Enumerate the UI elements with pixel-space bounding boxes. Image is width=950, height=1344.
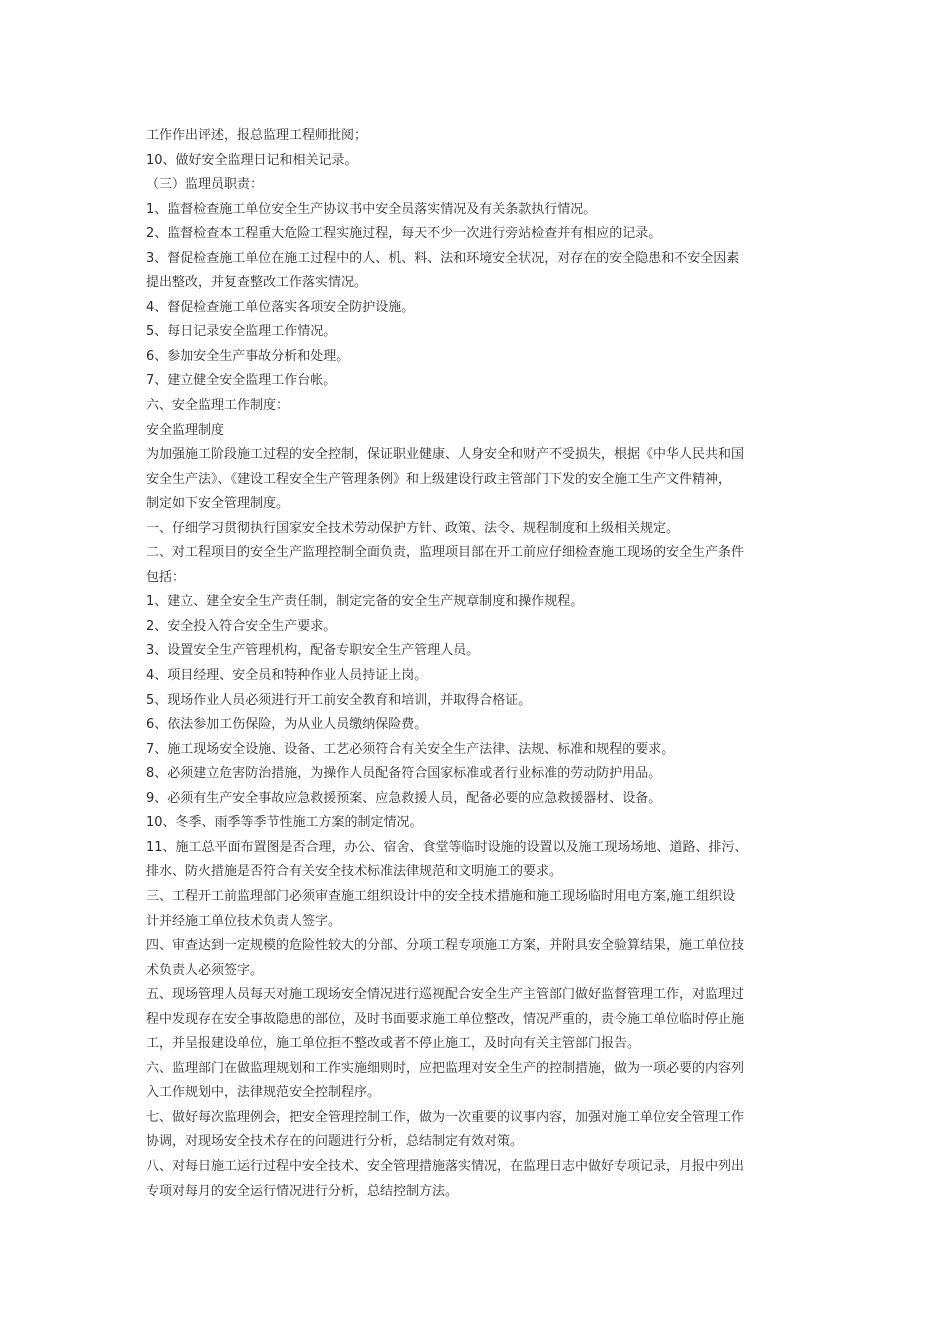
text-line: 3、督促检查施工单位在施工过程中的人、机、料、法和环境安全状况，对存在的安全隐患和不安全因素 bbox=[146, 250, 740, 266]
text-line: 5、每日记录安全监理工作情况。 bbox=[146, 324, 337, 340]
document-body bbox=[146, 124, 814, 1204]
text-line: 工，并呈报建设单位，施工单位拒不整改或者不停止施工，及时向有关主管部门报告。 bbox=[146, 1036, 641, 1052]
text-line: 六、安全监理工作制度： bbox=[146, 398, 290, 414]
text-line: 为加强施工阶段施工过程的安全控制，保证职业健康、人身安全和财产不受损失，根据《中华人民共和国 bbox=[146, 447, 745, 463]
text-line: 七、做好每次监理例会，把安全管理控制工作，做为一次重要的议事内容，加强对施工单位安全管理工作 bbox=[146, 1109, 745, 1125]
text-line: 安全监理制度 bbox=[146, 422, 225, 438]
text-line: 入工作规划中，法律规范安全控制程序。 bbox=[146, 1085, 381, 1101]
text-line: 六、监理部门在做监理规划和工作实施细则时，应把监理对安全生产的控制措施，做为一项必要的内容列 bbox=[146, 1060, 745, 1076]
text-line: 术负责人必须签字。 bbox=[146, 962, 264, 978]
text-line: 三、工程开工前监理部门必须审查施工组织设计中的安全技术措施和施工现场临时用电方案,施工组织设 bbox=[146, 888, 736, 904]
text-line: 工作作出评述，报总监理工程师批阅； bbox=[146, 128, 368, 143]
text-line: 6、参加安全生产事故分析和处理。 bbox=[146, 348, 350, 364]
text-line: 五、现场管理人员每天对施工现场安全情况进行巡视配合安全生产主管部门做好监督管理工作，对监理过 bbox=[146, 987, 745, 1003]
text-line: 1、监督检查施工单位安全生产协议书中安全员落实情况及有关条款执行情况。 bbox=[146, 201, 597, 217]
text-line: 2、监督检查本工程重大危险工程实施过程，每天不少一次进行旁站检查并有相应的记录。 bbox=[146, 226, 662, 242]
text-line: 计并经施工单位技术负责人签字。 bbox=[146, 913, 342, 929]
text-line: 制定如下安全管理制度。 bbox=[146, 496, 290, 512]
text-line: 2、安全投入符合安全生产要求。 bbox=[146, 618, 337, 634]
text-line: 包括： bbox=[146, 569, 186, 585]
text-line: 排水、防火措施是否符合有关安全技术标准法律规范和文明施工的要求。 bbox=[146, 864, 563, 880]
text-line: 11、施工总平面布置图是否合理，办公、宿舍、食堂等临时设施的设置以及施工现场场地、道路、排污、 bbox=[146, 839, 748, 855]
text-line: 四、审查达到一定规模的危险性较大的分部、分项工程专项施工方案，并附具安全验算结果，施工单位技 bbox=[146, 938, 745, 954]
text-line: 6、依法参加工伤保险，为从业人员缴纳保险费。 bbox=[146, 717, 428, 733]
text-line: 专项对每月的安全运行情况进行分析，总结控制方法。 bbox=[146, 1183, 459, 1199]
text-line: （三）监理员职责： bbox=[146, 177, 264, 193]
text-line: 八、对每日施工运行过程中安全技术、安全管理措施落实情况，在监理日志中做好专项记录，月报中列出 bbox=[146, 1158, 745, 1174]
text-line: 5、现场作业人员必须进行开工前安全教育和培训，并取得合格证。 bbox=[146, 692, 532, 708]
text-line: 协调，对现场安全技术存在的问题进行分析，总结制定有效对策。 bbox=[146, 1134, 524, 1150]
text-line: 1、建立、建全安全生产责任制，制定完备的安全生产规章制度和操作规程。 bbox=[146, 594, 584, 610]
text-line: 4、督促检查施工单位落实各项安全防护设施。 bbox=[146, 299, 415, 315]
text-line: 4、项目经理、安全员和特种作业人员持证上岗。 bbox=[146, 668, 428, 684]
text-line: 3、设置安全生产管理机构，配备专职安全生产管理人员。 bbox=[146, 643, 480, 659]
text-line: 一、仔细学习贯彻执行国家安全技术劳动保护方针、政策、法令、规程制度和上级相关规定。 bbox=[146, 520, 680, 536]
text-line: 7、施工现场安全设施、设备、工艺必须符合有关安全生产法律、法规、标准和规程的要求。 bbox=[146, 741, 675, 757]
text-line: 10、做好安全监理日记和相关记录。 bbox=[146, 152, 358, 168]
text-line: 提出整改，并复查整改工作落实情况。 bbox=[146, 275, 368, 291]
text-line: 二、对工程项目的安全生产监理控制全面负责，监理项目部在开工前应仔细检查施工现场的安全生产条件 bbox=[146, 545, 745, 561]
text-line: 程中发现存在安全事故隐患的部位，及时书面要求施工单位整改，情况严重的，责令施工单位临时停止施 bbox=[146, 1011, 745, 1027]
text-line: 10、冬季、雨季等季节性施工方案的制定情况。 bbox=[146, 815, 423, 831]
text-line: 9、必须有生产安全事故应急救援预案、应急救援人员，配备必要的应急救援器材、设备。 bbox=[146, 790, 662, 806]
text-line: 7、建立健全安全监理工作台帐。 bbox=[146, 373, 337, 389]
text-line: 8、必须建立危害防治措施，为操作人员配备符合国家标准或者行业标准的劳动防护用品。 bbox=[146, 766, 662, 782]
text-line: 安全生产法》、《建设工程安全生产管理条例》和上级建设行政主管部门下发的安全施工生产文件精神， bbox=[146, 471, 732, 487]
